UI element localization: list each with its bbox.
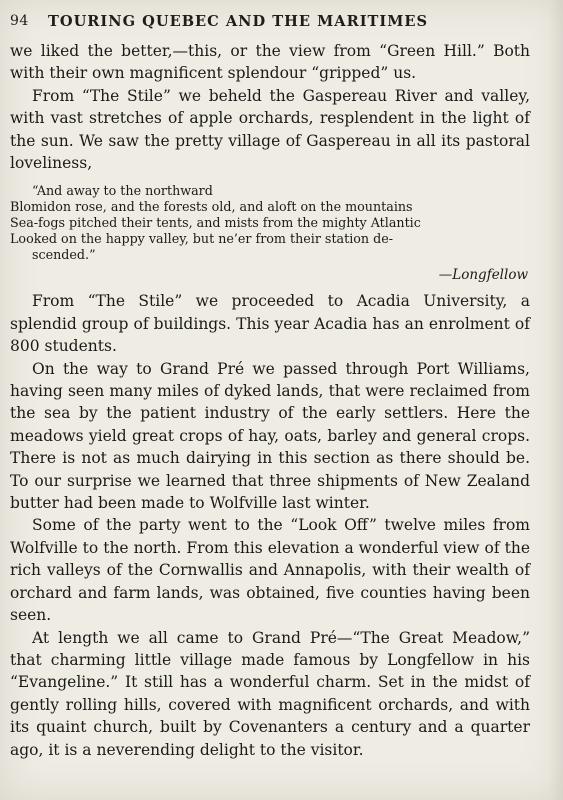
paragraph-the-stile: From “The Stile” we beheld the Gaspereau River and valley, with vast stretches of apple orchards, resplendent in the light of the sun. We saw the pretty village of Gaspereau in all its pastoral loveliness, (10, 86, 530, 173)
paragraph-port-williams: On the way to Grand Pré we passed through Port Williams, having seen many miles of dyked lands, that were reclaimed from the sea by the patient industry of the early settlers. Here the meadows yield great crops of hay, oats, barley and general crops. There is not as much dairying in this section as there should be. To our surprise we learned that three shipments of New Zealand butter had been made to Wolfville last winter. (10, 359, 530, 513)
quote-line-1: “And away to the northward (32, 183, 213, 199)
page-header (10, 13, 540, 33)
paragraph-look-off: Some of the party went to the “Look Off” twelve miles from Wolfville to the north. From this elevation a wonderful view of the rich valleys of the Cornwallis and Annapolis, with their wealth of orchard and farm lands, was obtained, five counties having been seen. (10, 516, 530, 625)
quote-line-4: Looked on the happy valley, but ne’er from their station de- (10, 230, 394, 246)
poem-quotation (10, 183, 530, 262)
page-edge-shadow (549, 0, 563, 800)
body-text (10, 40, 530, 761)
quote-line-5: scended.” (32, 246, 96, 262)
quote-line-3: Sea-fogs pitched their tents, and mists from the mighty Atlantic (10, 215, 421, 231)
paragraph-acadia-university: From “The Stile” we proceeded to Acadia University, a splendid group of buildings. This year Acadia has an enrolment of 800 students. (10, 292, 530, 356)
page-number: 94 (10, 13, 29, 29)
paragraph-grand-pre: At length we all came to Grand Pré—“The Great Meadow,” that charming little village made famous by Longfellow in his “Evangeline.” It still has a wonderful charm. Set in the midst of gently rolling hills, covered with magnificent orchards, and with its quaint church, built by Covenanters a century and a quarter ago, it is a neverending delight to the visitor. (10, 628, 530, 759)
quote-line-2: Blomidon rose, and the forests old, and aloft on the mountains (10, 199, 413, 215)
running-head-title: TOURING QUEBEC AND THE MARITIMES (48, 13, 429, 30)
paragraph-continued: we liked the better,—this, or the view from “Green Hill.” Both with their own magnificent splendour “gripped” us. (10, 42, 530, 83)
quote-attribution: —Longfellow (438, 267, 528, 284)
